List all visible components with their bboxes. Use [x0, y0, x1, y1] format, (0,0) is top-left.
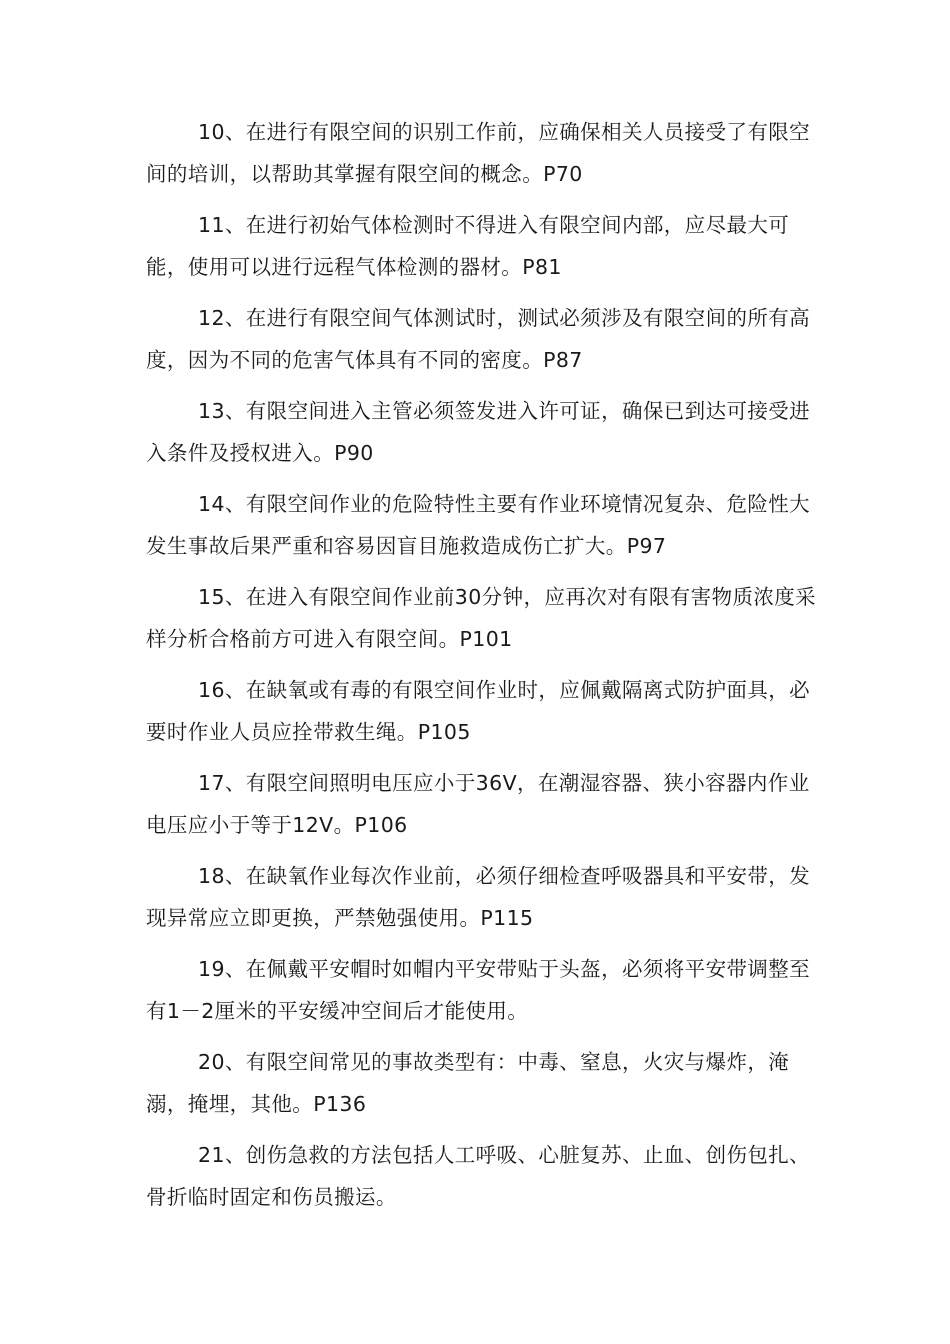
list-item: 12、在进行有限空间气体测试时，测试必须涉及有限空间的所有高度，因为不同的危害气体具有不同的密度。P87: [146, 306, 811, 372]
list-item: 19、在佩戴平安帽时如帽内平安带贴于头盔，必须将平安带调整至有1－2厘米的平安缓冲空间后才能使用。: [146, 957, 811, 1023]
list-item: 14、有限空间作业的危险特性主要有作业环境情况复杂、危险性大发生事故后果严重和容易因盲目施救造成伤亡扩大。P97: [146, 492, 811, 558]
list-item: 11、在进行初始气体检测时不得进入有限空间内部，应尽最大可能，使用可以进行远程气体检测的器材。P81: [146, 213, 790, 279]
list-item: 21、创伤急救的方法包括人工呼吸、心脏复苏、止血、创伤包扎、骨折临时固定和伤员搬运。: [146, 1143, 811, 1209]
list-item: 13、有限空间进入主管必须签发进入许可证，确保已到达可接受进入条件及授权进入。P90: [146, 399, 811, 465]
list-item: 20、有限空间常见的事故类型有：中毒、窒息，火灾与爆炸，淹溺，掩埋，其他。P136: [146, 1050, 790, 1116]
list-item: 10、在进行有限空间的识别工作前，应确保相关人员接受了有限空间的培训，以帮助其掌握有限空间的概念。P70: [146, 120, 811, 186]
list-item: 16、在缺氧或有毒的有限空间作业时，应佩戴隔离式防护面具，必要时作业人员应拴带救生绳。P105: [146, 678, 811, 744]
item-list: [146, 112, 818, 1228]
list-item: 17、有限空间照明电压应小于36V，在潮湿容器、狭小容器内作业电压应小于等于12V。P106: [146, 771, 810, 837]
list-item: 18、在缺氧作业每次作业前，必须仔细检查呼吸器具和平安带，发现异常应立即更换，严禁勉强使用。P115: [146, 864, 811, 930]
list-item: 15、在进入有限空间作业前30分钟，应再次对有限有害物质浓度采样分析合格前方可进入有限空间。P101: [146, 585, 817, 651]
